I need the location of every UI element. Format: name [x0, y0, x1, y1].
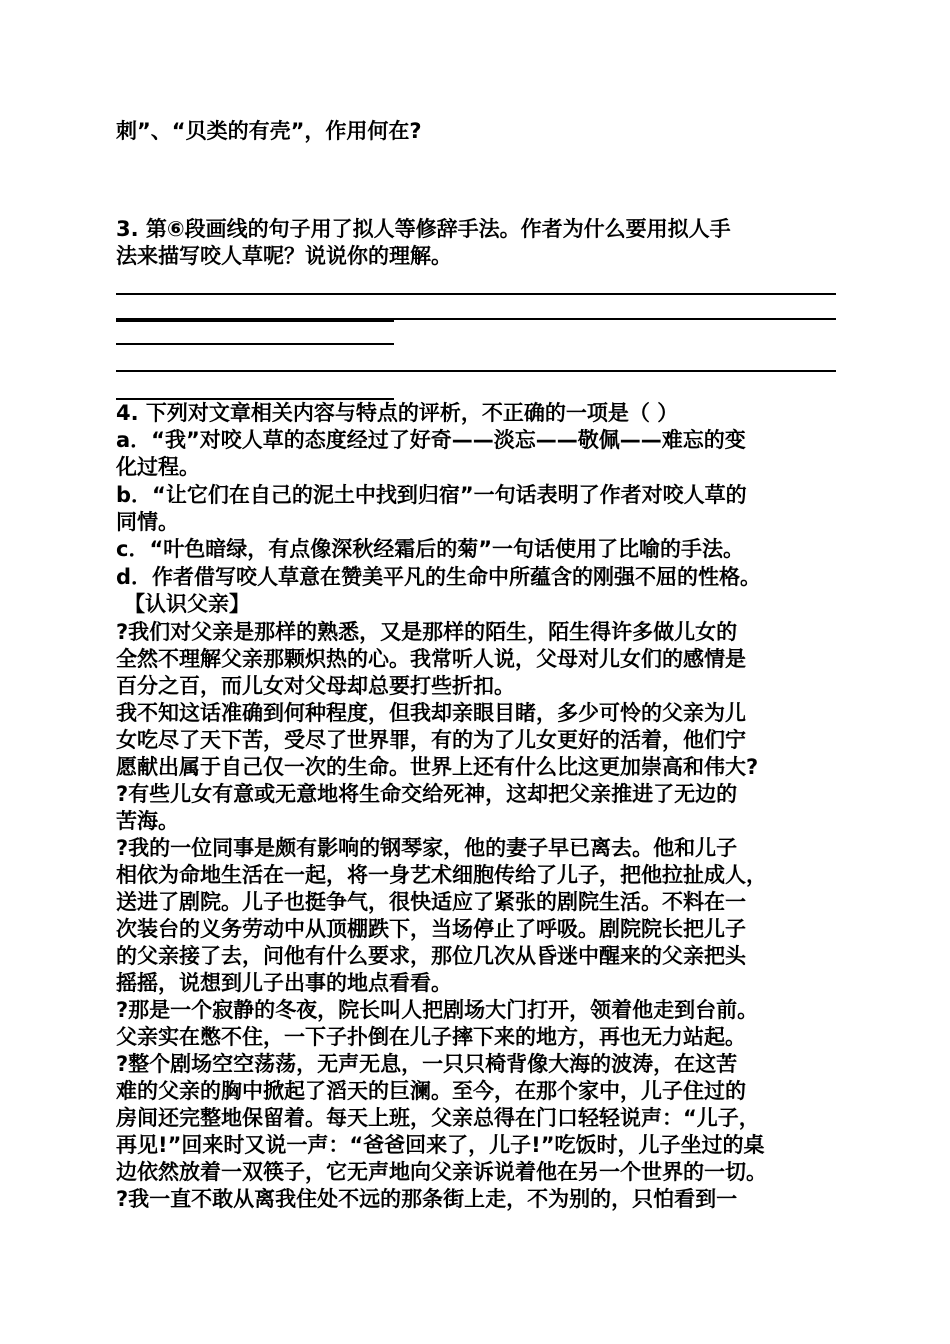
- passage-line: ?我的一位同事是颇有影响的钢琴家，他的妻子早已离去。他和儿子: [116, 836, 738, 860]
- question-2-tail: 刺”、“贝类的有壳”，作用何在?: [116, 119, 422, 143]
- answer-line[interactable]: [116, 293, 836, 295]
- passage-line: 次装台的义务劳动中从顶棚跌下，当场停止了呼吸。剧院院长把儿子: [116, 917, 746, 941]
- passage-line: 再见!”回来时又说一声：“爸爸回来了，儿子!”吃饭时，儿子坐过的桌: [116, 1133, 765, 1157]
- passage-line: ?有些儿女有意或无意地将生命交给死神，这却把父亲推进了无边的: [116, 782, 738, 806]
- passage-line: ?整个剧场空空荡荡，无声无息，一只只椅背像大海的波涛，在这苦: [116, 1052, 738, 1076]
- passage-line: 苦海。: [116, 809, 179, 833]
- question-4-stem: 4. 下列对文章相关内容与特点的评析，不正确的一项是（ ）: [116, 401, 679, 425]
- option-b-line-1: b．“让它们在自己的泥土中找到归宿”一句话表明了作者对咬人草的: [116, 483, 747, 507]
- question-3-line-2: 法来描写咬人草呢？说说你的理解。: [116, 244, 452, 268]
- passage-line: 愿献出属于自己仅一次的生命。世界上还有什么比这更加崇高和伟大?: [116, 755, 759, 779]
- passage-line: ?我一直不敢从离我住处不远的那条街上走，不为别的，只怕看到一: [116, 1187, 738, 1211]
- passage-line: ?我们对父亲是那样的熟悉，又是那样的陌生，陌生得许多做儿女的: [116, 620, 738, 644]
- option-a-line-1: a．“我”对咬人草的态度经过了好奇——淡忘——敬佩——难忘的变: [116, 428, 746, 452]
- passage-line: 房间还完整地保留着。每天上班，父亲总得在门口轻轻说声：“儿子，: [116, 1106, 760, 1130]
- answer-line[interactable]: [116, 318, 836, 320]
- passage-line: 我不知这话准确到何种程度，但我却亲眼目睹，多少可怜的父亲为儿: [116, 701, 746, 725]
- question-3-line-1: 3. 第⑥段画线的句子用了拟人等修辞手法。作者为什么要用拟人手: [116, 217, 731, 241]
- option-a-line-2: 化过程。: [116, 455, 200, 479]
- passage-line: 的父亲接了去，问他有什么要求，那位几次从昏迷中醒来的父亲把头: [116, 944, 746, 968]
- passage-line: ?那是一个寂静的冬夜，院长叫人把剧场大门打开，领着他走到台前。: [116, 998, 759, 1022]
- passage-line: 摇摇，说想到儿子出事的地点看看。: [116, 971, 452, 995]
- answer-line[interactable]: [116, 320, 394, 322]
- passage-line: 送进了剧院。儿子也挺争气，很快适应了紧张的剧院生活。不料在一: [116, 890, 746, 914]
- answer-line[interactable]: [116, 370, 836, 372]
- passage-heading: 【认识父亲】: [124, 592, 250, 616]
- passage-line: 边依然放着一双筷子，它无声地向父亲诉说着他在另一个世界的一切。: [116, 1160, 767, 1184]
- passage-body: [116, 619, 767, 1213]
- passage-line: 女吃尽了天下苦，受尽了世界罪，有的为了儿女更好的活着，他们宁: [116, 728, 746, 752]
- passage-line: 相依为命地生活在一起，将一身艺术细胞传给了儿子，把他拉扯成人，: [116, 863, 767, 887]
- passage-line: 百分之百，而儿女对父母却总要打些折扣。: [116, 674, 515, 698]
- answer-line[interactable]: [116, 343, 394, 345]
- option-c: c．“叶色暗绿，有点像深秋经霜后的菊”一句话使用了比喻的手法。: [116, 537, 745, 561]
- option-b-line-2: 同情。: [116, 510, 179, 534]
- passage-line: 全然不理解父亲那颗炽热的心。我常听人说，父母对儿女们的感情是: [116, 647, 746, 671]
- passage-line: 父亲实在憋不住，一下子扑倒在儿子摔下来的地方，再也无力站起。: [116, 1025, 746, 1049]
- passage-line: 难的父亲的胸中掀起了滔天的巨澜。至今，在那个家中，儿子住过的: [116, 1079, 746, 1103]
- option-d: d．作者借写咬人草意在赞美平凡的生命中所蕴含的刚强不屈的性格。: [116, 565, 762, 589]
